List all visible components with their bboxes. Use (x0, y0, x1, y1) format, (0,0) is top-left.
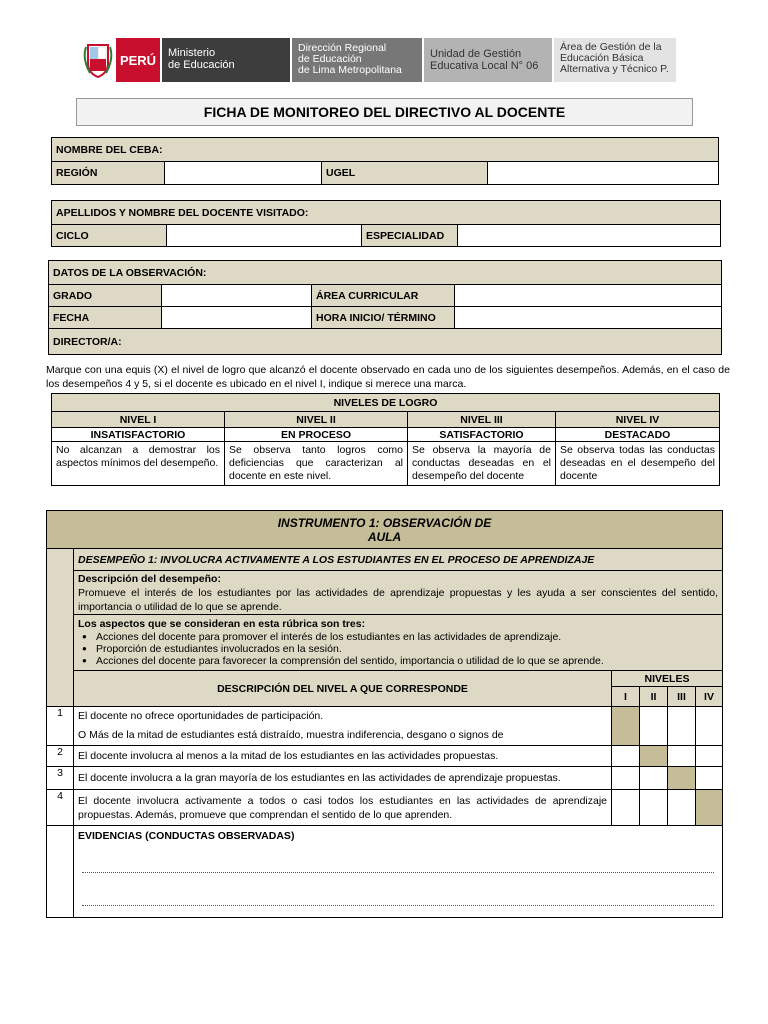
area-logo: Área de Gestión de la Educación Básica Alternativa y Técnico P. (554, 38, 676, 82)
level-checkbox[interactable] (612, 767, 640, 790)
grado-field[interactable] (162, 285, 312, 307)
area-curricular-label: ÁREA CURRICULAR (312, 285, 455, 307)
especialidad-label: ESPECIALIDAD (362, 225, 458, 247)
level-name: NIVEL II (225, 412, 408, 428)
level-col-header: II (640, 687, 668, 707)
desc-column-header: DESCRIPCIÓN DEL NIVEL A QUE CORRESPONDE (74, 671, 612, 707)
level-label: DESTACADO (556, 428, 720, 442)
desempeno-title: DESEMPEÑO 1: INVOLUCRA ACTIVAMENTE A LOS ESTUDIANTES EN EL PROCESO DE APRENDIZAJE (74, 549, 723, 571)
hora-field[interactable] (455, 307, 722, 329)
ceba-label: NOMBRE DEL CEBA: (52, 138, 719, 162)
level-col-header: I (612, 687, 640, 707)
header-logos (80, 38, 690, 82)
observacion-table (48, 260, 722, 355)
level-name: NIVEL IV (556, 412, 720, 428)
level-checkbox[interactable] (640, 707, 668, 746)
level-desc: Se observa todas las conductas deseadas en el desempeño del docente (556, 442, 720, 486)
desempeno-description: Descripción del desempeño: Promueve el interés de los estudiantes por las actividades de aprendizaje propuestas y les ayuda a ser conscientes del sentido, importancia o utilidad de lo que se aprende. (74, 571, 723, 615)
level-desc: Se observa la mayoría de conductas deseadas en el desempeño del docente (408, 442, 556, 486)
level-checkbox[interactable] (696, 746, 723, 767)
region-label: REGIÓN (52, 162, 165, 185)
instructions-text: Marque con una equis (X) el nivel de logro que alcanzó el docente observado en cada uno de los siguientes desempeños. Además, en el caso de los desempeños 4 y 5, si el docente es ubicado en el nivel I, indique si merece una marca. (46, 364, 730, 390)
aspect-item: ● Proporción de estudiantes involucrados en la sesión. (78, 643, 718, 655)
aspect-item: ● Acciones del docente para promover el interés de los estudiantes en las actividades de aprendizaje. (78, 631, 718, 643)
level-checkbox[interactable] (612, 790, 640, 826)
level-checkbox[interactable] (640, 767, 668, 790)
grado-label: GRADO (49, 285, 162, 307)
level-label: EN PROCESO (225, 428, 408, 442)
level-col-header: IV (696, 687, 723, 707)
level-checkbox[interactable] (612, 707, 640, 746)
level-label: SATISFACTORIO (408, 428, 556, 442)
region-field[interactable] (165, 162, 322, 185)
row-number: 3 (47, 767, 74, 790)
level-description: El docente involucra activamente a todos o casi todos los estudiantes en las actividades de aprendizaje propuestas. Además, promueve que comprendan el sentido de lo que aprenden. (74, 790, 612, 826)
level-checkbox[interactable] (696, 767, 723, 790)
niveles-header: NIVELES (612, 671, 723, 687)
level-col-header: III (668, 687, 696, 707)
level-desc: No alcanzan a demostrar los aspectos mínimos del desempeño. (52, 442, 225, 486)
aspects-block: Los aspectos que se consideran en esta rúbrica son tres: ● Acciones del docente para promover el interés de los estudiantes en las actividades de aprendizaje. ● Proporción de estudiantes involucrados en la sesión. ● Acciones del docente para favorecer la comprensión del sentido, importancia o utilidad de lo que se aprende. (74, 615, 723, 671)
ministry-logo: Ministerio de Educación (160, 38, 290, 82)
ugel-label: UGEL (322, 162, 488, 185)
level-checkbox[interactable] (668, 790, 696, 826)
level-checkbox[interactable] (668, 767, 696, 790)
peru-logo: PERÚ (116, 38, 160, 82)
level-description: El docente involucra a la gran mayoría de los estudiantes en las actividades de aprendizaje propuestas. (74, 767, 612, 790)
especialidad-field[interactable] (458, 225, 721, 247)
level-checkbox[interactable] (640, 790, 668, 826)
ciclo-label: CICLO (52, 225, 167, 247)
fecha-label: FECHA (49, 307, 162, 329)
level-checkbox[interactable] (668, 707, 696, 746)
aspect-item: ● Acciones del docente para favorecer la comprensión del sentido, importancia o utilidad de lo que se aprende. (78, 655, 718, 667)
ugel-logo: Unidad de Gestión Educativa Local N° 06 (424, 38, 552, 82)
level-name: NIVEL III (408, 412, 556, 428)
instrument-table (46, 510, 723, 918)
level-name: NIVEL I (52, 412, 225, 428)
ceba-table (51, 137, 719, 185)
docente-table (51, 200, 721, 247)
level-checkbox[interactable] (696, 707, 723, 746)
row-number: 2 (47, 746, 74, 767)
ugel-field[interactable] (488, 162, 719, 185)
level-description: El docente no ofrece oportunidades de participación. O Más de la mitad de estudiantes está distraído, muestra indiferencia, desgano o signos de (74, 707, 612, 746)
director-label: DIRECTOR/A: (49, 329, 722, 355)
coat-of-arms-icon (80, 38, 116, 82)
level-desc: Se observa tanto logros como deficiencias que caracterizan al docente en este nivel. (225, 442, 408, 486)
level-checkbox[interactable] (640, 746, 668, 767)
row-number: 1 (47, 707, 74, 746)
levels-table (51, 393, 720, 486)
level-label: INSATISFACTORIO (52, 428, 225, 442)
hora-label: HORA INICIO/ TÉRMINO (312, 307, 455, 329)
level-description: El docente involucra al menos a la mitad de los estudiantes en las actividades propuestas. (74, 746, 612, 767)
fecha-field[interactable] (162, 307, 312, 329)
evidence-line (82, 905, 714, 906)
area-curricular-field[interactable] (455, 285, 722, 307)
datos-label: DATOS DE LA OBSERVACIÓN: (49, 261, 722, 285)
evidence-margin-cell (47, 826, 74, 918)
row-number: 4 (47, 790, 74, 826)
docente-label: APELLIDOS Y NOMBRE DEL DOCENTE VISITADO: (52, 201, 721, 225)
ciclo-field[interactable] (167, 225, 362, 247)
level-checkbox[interactable] (612, 746, 640, 767)
left-margin-cell (47, 549, 74, 707)
page-title: FICHA DE MONITOREO DEL DIRECTIVO AL DOCENTE (76, 98, 693, 126)
levels-heading: NIVELES DE LOGRO (52, 394, 720, 412)
level-checkbox[interactable] (696, 790, 723, 826)
level-checkbox[interactable] (668, 746, 696, 767)
instrument-title: INSTRUMENTO 1: OBSERVACIÓN DE AULA (47, 511, 723, 549)
dre-logo: Dirección Regional de Educación de Lima Metropolitana (292, 38, 422, 82)
evidencias-block[interactable]: EVIDENCIAS (CONDUCTAS OBSERVADAS) (74, 826, 723, 918)
